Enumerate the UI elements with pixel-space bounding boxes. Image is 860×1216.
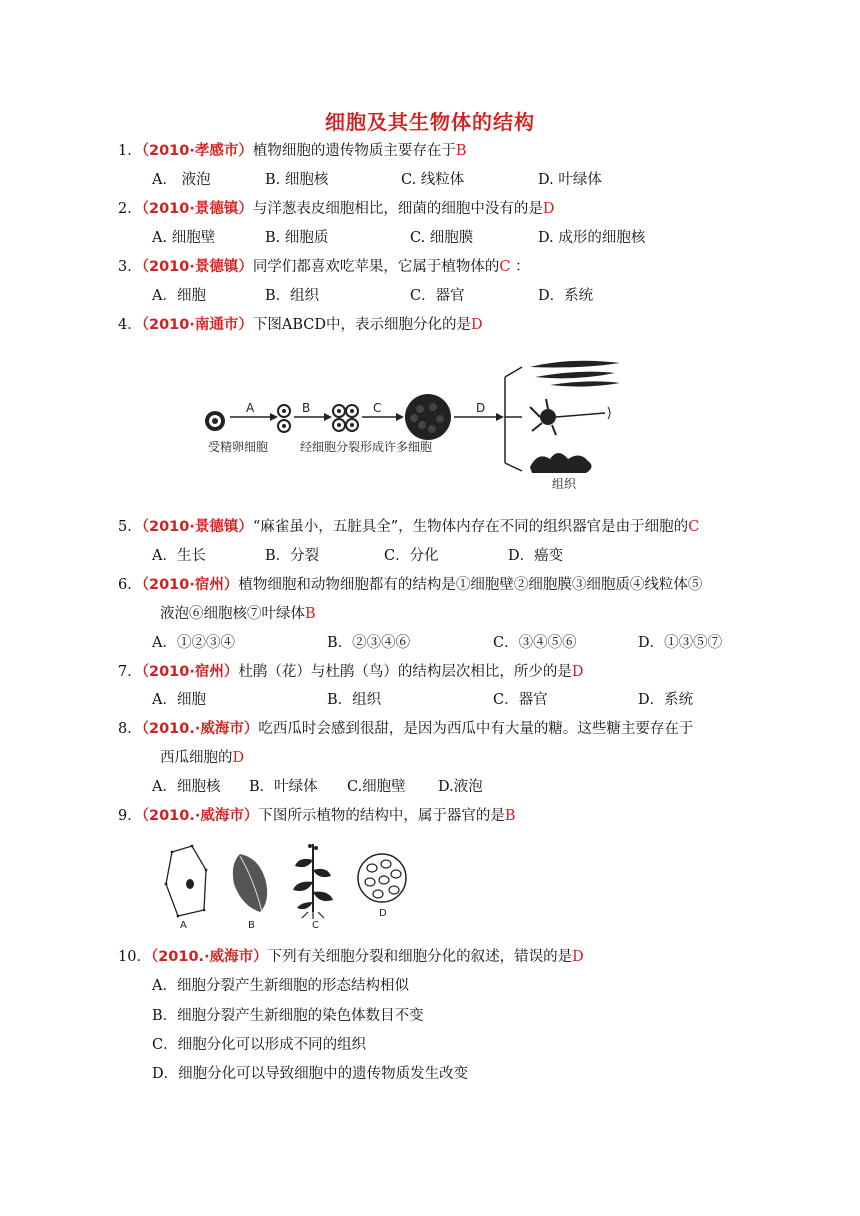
option-b: B. 细胞核	[265, 172, 329, 188]
option-d: D. 成形的细胞核	[538, 230, 646, 246]
question-text: 与洋葱表皮细胞相比，细菌的细胞中没有的是	[252, 201, 543, 217]
figure-label-d: D	[379, 908, 387, 919]
question-number: 6．	[118, 577, 142, 593]
option-b: B．分裂	[265, 548, 320, 564]
figure-label-a: A	[180, 920, 187, 930]
question-tail: ：	[510, 259, 530, 275]
question-8	[118, 719, 693, 739]
question-number: 9．	[118, 808, 142, 824]
question-text: 同学们都喜欢吃苹果，它属于植物体的	[252, 259, 500, 275]
tissue-cluster-icon	[530, 453, 592, 473]
question-answer: D	[470, 317, 483, 333]
figure-label-b: B	[248, 920, 255, 930]
option-a: A．细胞核	[152, 779, 221, 795]
question-source: （2010.·威海市）	[150, 949, 268, 965]
option-d: D．系统	[638, 692, 694, 708]
question-number: 10．	[118, 949, 151, 965]
question-answer: B	[455, 143, 467, 159]
option-a: A．细胞	[152, 288, 206, 304]
question-8-continuation	[160, 748, 244, 768]
option-b: B．细胞分裂产生新细胞的染色体数目不变	[152, 1008, 424, 1024]
arrow-c-label: C	[373, 401, 382, 415]
option-b: B．组织	[327, 692, 382, 708]
option-b: B. 细胞质	[265, 230, 329, 246]
question-text: 植物细胞的遗传物质主要存在于	[252, 143, 456, 159]
zygote-cell-icon	[205, 411, 225, 431]
plant-structures-figure	[158, 840, 428, 930]
question-answer: D	[572, 949, 584, 965]
question-answer: B	[305, 606, 316, 622]
option-a: A． 液泡	[152, 172, 211, 188]
muscle-tissue-icon	[530, 361, 620, 387]
question-source: （2010·孝感市）	[141, 143, 253, 159]
two-cells-icon	[278, 405, 290, 432]
question-4	[118, 315, 483, 335]
arrow-a-label: A	[246, 401, 255, 415]
option-d: D．①③⑤⑦	[638, 635, 723, 651]
question-text: “麻雀虽小，五脏具全”，生物体内存在不同的组织器官是由于细胞的	[252, 519, 689, 535]
question-answer: C	[688, 519, 700, 535]
question-number: 1．	[118, 143, 142, 159]
question-number: 4．	[118, 317, 142, 333]
option-c: C.细胞壁	[347, 779, 406, 795]
question-number: 8．	[118, 721, 142, 737]
page-title: 细胞及其生物体的结构	[325, 110, 535, 134]
question-text: 下列有关细胞分裂和细胞分化的叙述，错误的是	[267, 949, 573, 965]
neuron-icon	[530, 399, 610, 435]
question-9	[118, 806, 516, 826]
question-answer: D	[542, 201, 555, 217]
question-answer: C	[499, 259, 511, 275]
question-source: （2010·南通市）	[141, 317, 253, 333]
question-text: 杜鹃（花）与杜鹃（鸟）的结构层次相比，所少的是	[238, 664, 572, 680]
question-source: （2010·宿州）	[141, 664, 239, 680]
question-source: （2010.·威海市）	[141, 808, 259, 824]
option-d: D．系统	[538, 288, 594, 304]
option-a: A. 细胞壁	[152, 230, 216, 246]
question-source: （2010·景德镇）	[141, 259, 253, 275]
option-d: D. 叶绿体	[538, 172, 602, 188]
option-a: A．①②③④	[152, 635, 235, 651]
question-number: 3．	[118, 259, 142, 275]
arrow-d-label: D	[476, 401, 486, 415]
leaf-icon	[233, 854, 267, 912]
option-d: D.液泡	[438, 779, 483, 795]
option-c: C. 细胞膜	[410, 230, 474, 246]
cell-mass-icon	[405, 394, 451, 440]
whole-plant-icon	[293, 844, 333, 919]
question-text-cont: 西瓜细胞的	[160, 750, 233, 766]
caption-division: 经细胞分裂形成许多细胞	[300, 440, 433, 454]
question-text: 下图ABCD中，表示细胞分化的是	[252, 317, 471, 333]
question-answer: D	[571, 664, 584, 680]
question-answer: B	[504, 808, 516, 824]
question-answer: D	[232, 750, 245, 766]
question-source: （2010·景德镇）	[141, 201, 253, 217]
cell-differentiation-figure	[170, 355, 640, 500]
question-source: （2010·景德镇）	[141, 519, 253, 535]
tissue-circle-icon	[358, 854, 406, 902]
option-d: D．细胞分化可以导致细胞中的遗传物质发生改变	[152, 1066, 469, 1082]
option-a: A．细胞分裂产生新细胞的形态结构相似	[152, 978, 409, 994]
question-number: 5．	[118, 519, 142, 535]
question-text: 下图所示植物的结构中，属于器官的是	[258, 808, 505, 824]
question-number: 2．	[118, 201, 142, 217]
question-7	[118, 662, 584, 682]
option-c: C. 线粒体	[401, 172, 465, 188]
question-text: 吃西瓜时会感到很甜，是因为西瓜中有大量的糖。这些糖主要存在于	[258, 721, 694, 737]
option-a: A．细胞	[152, 692, 206, 708]
question-source: （2010.·威海市）	[141, 721, 259, 737]
option-a: A．生长	[152, 548, 206, 564]
option-d: D．癌变	[508, 548, 564, 564]
question-source: （2010·宿州）	[141, 577, 239, 593]
caption-zygote: 受精卵细胞	[208, 440, 269, 454]
question-text-cont: 液泡⑥细胞核⑦叶绿体	[160, 606, 305, 622]
question-text: 植物细胞和动物细胞都有的结构是①细胞壁②细胞膜③细胞质④线粒体⑤	[238, 577, 703, 593]
arrow-b-label: B	[302, 401, 311, 415]
option-c: C．分化	[384, 548, 439, 564]
option-c: C．器官	[493, 692, 548, 708]
option-c: C．器官	[410, 288, 465, 304]
question-10	[118, 947, 584, 967]
option-b: B．组织	[265, 288, 320, 304]
option-b: B．叶绿体	[249, 779, 318, 795]
question-2	[118, 199, 555, 219]
option-c: C．细胞分化可以形成不同的组织	[152, 1037, 367, 1053]
question-6	[118, 575, 702, 595]
question-3	[118, 257, 530, 277]
question-5	[118, 517, 699, 537]
question-1	[118, 141, 467, 161]
question-6-continuation	[160, 604, 316, 624]
caption-tissue: 组织	[552, 477, 577, 491]
plant-cell-icon	[165, 845, 208, 918]
four-cells-icon	[333, 405, 358, 431]
option-c: C．③④⑤⑥	[493, 635, 577, 651]
question-number: 7．	[118, 664, 142, 680]
figure-label-c: C	[312, 920, 319, 930]
option-b: B．②③④⑥	[327, 635, 411, 651]
